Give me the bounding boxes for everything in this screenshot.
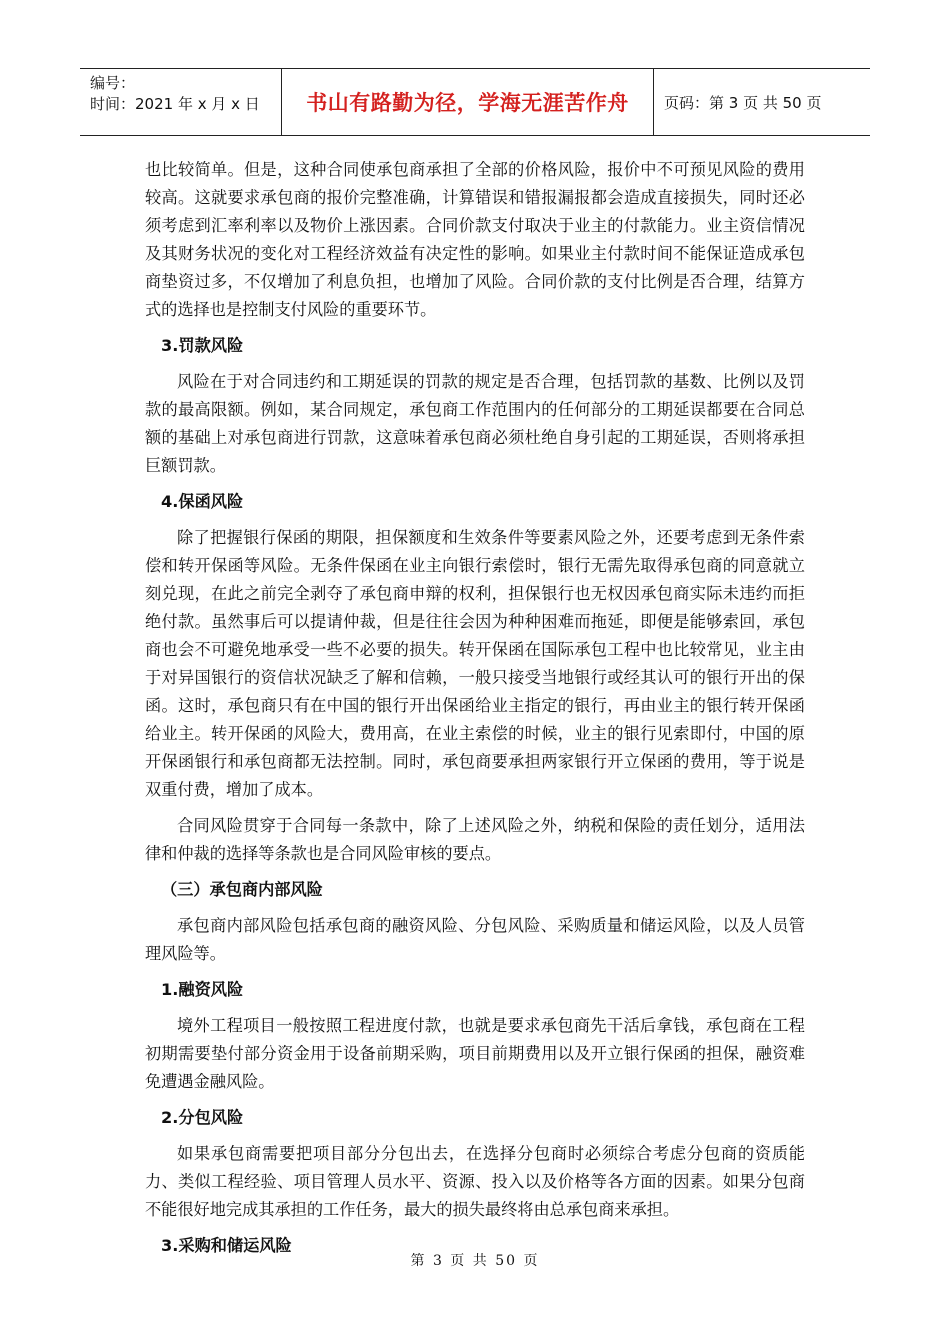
paragraph-price-risk: 也比较简单。但是，这种合同使承包商承担了全部的价格风险，报价中不可预见风险的费用较高。这就要求承包商的报价完整准确，计算错误和错报漏报都会造成直接损失，同时还必须考虑到汇率利率以及物价上涨因素。合同价款支付取决于业主的付款能力。业主资信情况及其财务状况的变化对工程经济效益有决定性的影响。如果业主付款时间不能保证造成承包商垫资过多，不仅增加了利息负担，也增加了风险。合同价款的支付比例是否合理，结算方式的选择也是控制支付风险的重要环节。	[145, 160, 805, 319]
heading-penalty-risk: 3.罚款风险	[161, 336, 244, 355]
header-meta	[80, 69, 282, 135]
heading-subcontract-risk: 2.分包风险	[161, 1108, 244, 1127]
paragraph-guarantee-risk: 除了把握银行保函的期限，担保额度和生效条件等要素风险之外，还要考虑到无条件索偿和转开保函等风险。无条件保函在业主向银行索偿时，银行无需先取得承包商的同意就立刻兑现，在此之前完全剥夺了承包商申辩的权利，担保银行也无权因承包商实际未违约而拒绝付款。虽然事后可以提请仲裁，但是往往会因为种种困难而拖延，即便是能够索回，承包商也会不可避免地承受一些不必要的损失。转开保函在国际承包工程中也比较常见，业主由于对异国银行的资信状况缺乏了解和信赖，一般只接受当地银行或经其认可的银行开出的保函。这时，承包商只有在中国的银行开出保函给业主指定的银行，再由业主的银行转开保函给业主。转开保函的风险大，费用高，在业主索偿的时候，业主的银行见索即付，中国的原开保函银行和承包商都无法控制。同时，承包商要承担两家银行开立保函的费用，等于说是双重付费，增加了成本。	[145, 528, 805, 799]
heading-procurement-risk: 3.采购和储运风险	[161, 1236, 292, 1255]
header-motto: 书山有路勤为径，学海无涯苦作舟	[282, 69, 654, 135]
paragraph-penalty-risk: 风险在于对合同违约和工期延误的罚款的规定是否合理，包括罚款的基数、比例以及罚款的最高限额。例如，某合同规定，承包商工作范围内的任何部分的工期延误都要在合同总额的基础上对承包商进行罚款，这意味着承包商必须杜绝自身引起的工期延误，否则将承担巨额罚款。	[145, 372, 805, 475]
paragraph-internal-risk: 承包商内部风险包括承包商的融资风险、分包风险、采购质量和储运风险，以及人员管理风险等。	[145, 916, 805, 963]
heading-finance-risk: 1.融资风险	[161, 980, 244, 999]
document-time-label: 时间：2021 年 x 月 x 日	[90, 95, 260, 113]
paragraph-subcontract-risk: 如果承包商需要把项目部分分包出去，在选择分包商时必须综合考虑分包商的资质能力、类似工程经验、项目管理人员水平、资源、投入以及价格等各方面的因素。如果分包商不能很好地完成其承担的工作任务，最大的损失最终将由总承包商来承担。	[145, 1144, 805, 1219]
paragraph-contract-risk: 合同风险贯穿于合同每一条款中，除了上述风险之外，纳税和保险的责任划分，适用法律和仲裁的选择等条款也是合同风险审核的要点。	[145, 816, 805, 863]
page-header	[80, 68, 870, 136]
page-footer: 第 3 页 共 50 页	[410, 1253, 540, 1269]
document-body	[145, 156, 805, 1268]
document-number-label: 编号：	[90, 74, 136, 92]
heading-guarantee-risk: 4.保函风险	[161, 492, 244, 511]
heading-internal-risk: （三）承包商内部风险	[161, 880, 323, 899]
paragraph-finance-risk: 境外工程项目一般按照工程进度付款，也就是要求承包商先干活后拿钱，承包商在工程初期需要垫付部分资金用于设备前期采购，项目前期费用以及开立银行保函的担保，融资难免遭遇金融风险。	[145, 1016, 805, 1091]
header-page-info: 页码：第 3 页 共 50 页	[664, 93, 822, 112]
